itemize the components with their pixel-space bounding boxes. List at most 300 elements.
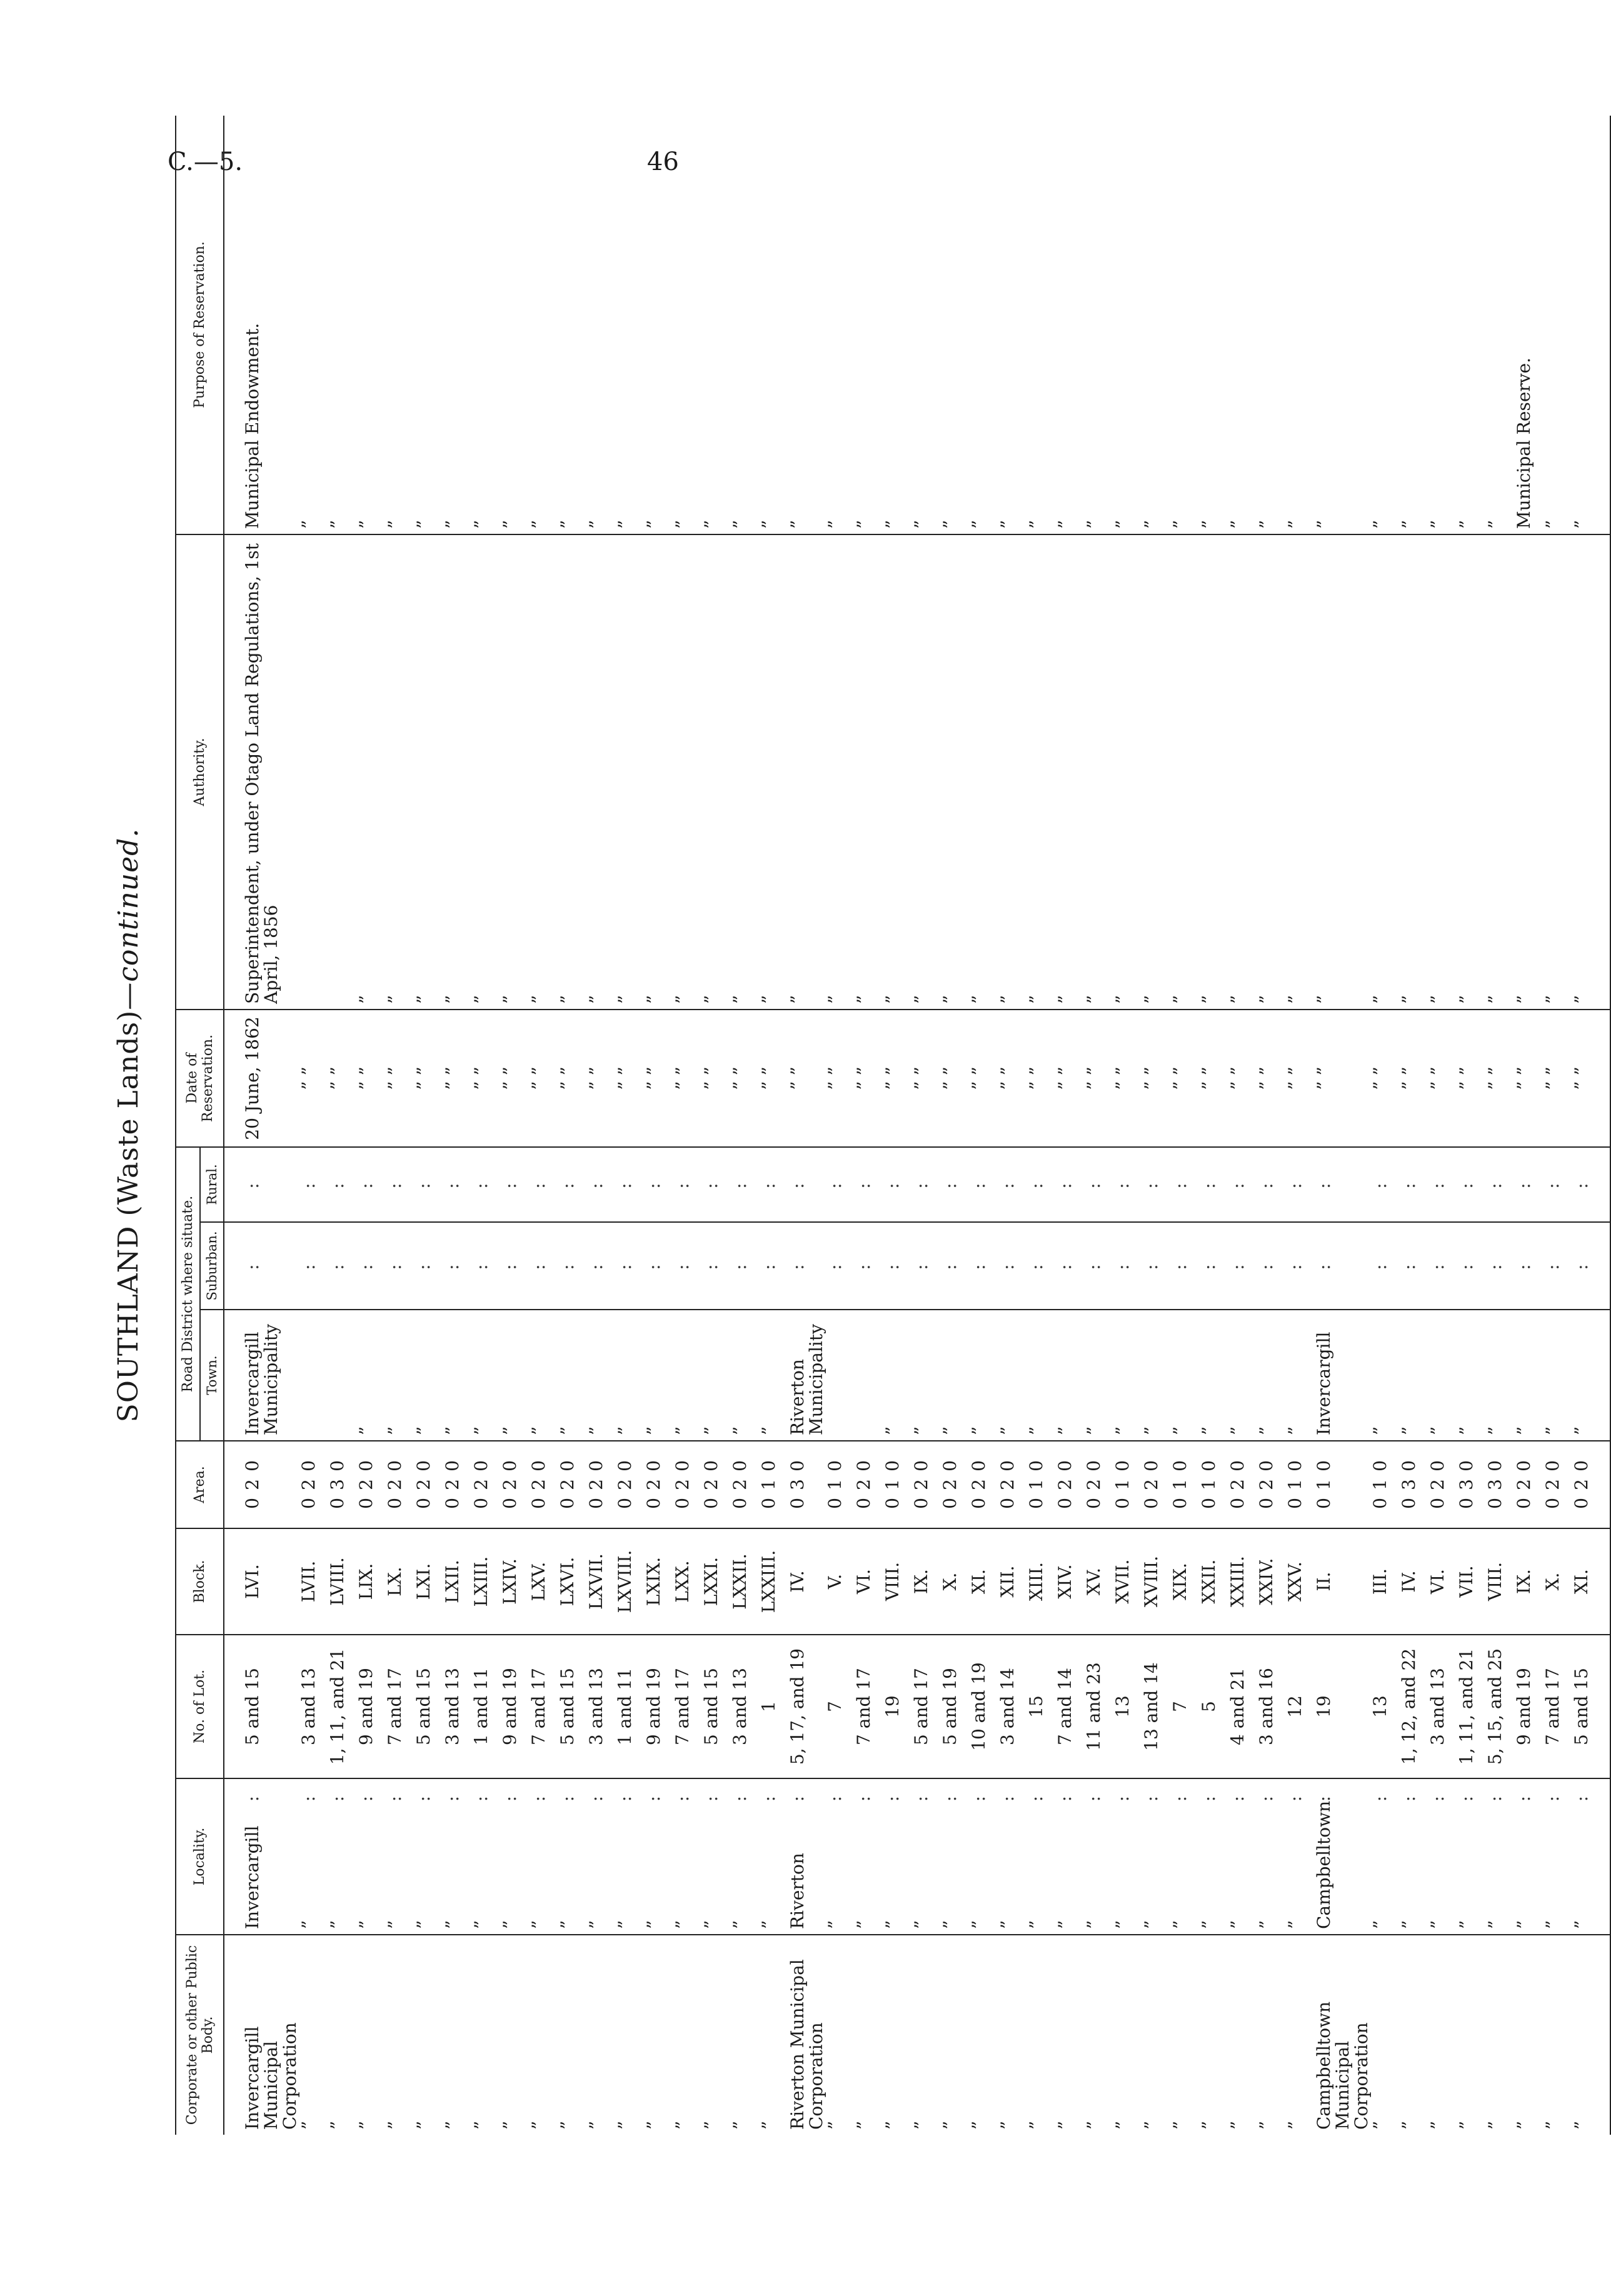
cell-leader-dots: : (384, 1793, 405, 1802)
cell-purpose: ” (1171, 116, 1200, 534)
cell-authority: ” (702, 534, 731, 1010)
area-a: 0 (298, 1498, 319, 1509)
cell-locality: ” (970, 1816, 998, 1935)
cell-leader-dots: : (586, 1793, 606, 1802)
table-row (1286, 116, 1315, 2135)
cell-area (1515, 1441, 1543, 1528)
area-a: 0 (997, 1498, 1018, 1509)
cell-rural: : (472, 1147, 501, 1222)
table-row (1315, 116, 1371, 2135)
table-row (558, 116, 587, 2135)
area-r: 1 (825, 1479, 845, 1490)
table-row (673, 116, 702, 2135)
cell-purpose: ” (1113, 116, 1142, 534)
cell-block: LXII. (443, 1528, 472, 1635)
cell-rural: : (912, 1147, 941, 1222)
cell-suburban: : (1315, 1222, 1371, 1310)
cell-town: ” (1515, 1310, 1543, 1441)
cell-locality: ” (501, 1816, 529, 1935)
cell-area (529, 1441, 558, 1528)
cell-area (702, 1441, 731, 1528)
col-header-town: Town. (200, 1310, 224, 1441)
col-header-body: Corporate or other Public Body. (176, 1935, 224, 2135)
cell-leader-dots: : (442, 1793, 463, 1802)
cell-date: ” ” (616, 1010, 645, 1147)
area-r: 2 (1055, 1479, 1075, 1490)
cell-purpose: ” (912, 116, 941, 534)
cell-area (1257, 1441, 1286, 1528)
cell-purpose: ” (970, 116, 998, 534)
cell-leader-dots: : (471, 1793, 491, 1802)
cell-date: ” ” (386, 1010, 414, 1147)
cell-area (673, 1441, 702, 1528)
cell-lot: 13 and 14 (1142, 1635, 1171, 1778)
cell-date: ” ” (941, 1010, 970, 1147)
area-r: 2 (853, 1479, 874, 1490)
area-p: 0 (758, 1460, 779, 1471)
cell-rural: : (1515, 1147, 1543, 1222)
cell-block: XXV. (1286, 1528, 1315, 1635)
cell-lot: 3 and 13 (443, 1635, 472, 1778)
cell-block: LVI. (224, 1528, 299, 1635)
cell-body: ” (882, 2120, 903, 2130)
table-row (1113, 116, 1142, 2135)
cell-locality: ” (1056, 1816, 1085, 1935)
table-row (1257, 116, 1286, 2135)
cell-date: ” ” (970, 1010, 998, 1147)
cell-town: ” (1056, 1310, 1085, 1441)
cell-lot: 5 and 19 (941, 1635, 970, 1778)
area-p: 0 (643, 1460, 664, 1471)
cell-authority: ” (443, 534, 472, 1010)
area-r: 2 (1427, 1479, 1448, 1490)
cell-town: ” (941, 1310, 970, 1441)
area-p: 0 (672, 1460, 693, 1471)
cell-town: ” (883, 1310, 912, 1441)
cell-body: Invercargill Municipal Corporation (242, 2022, 300, 2130)
table-row (1543, 116, 1572, 2135)
area-a: 0 (1313, 1498, 1334, 1509)
cell-suburban: : (299, 1222, 328, 1310)
area-p: 0 (882, 1460, 903, 1471)
area-r: 2 (1227, 1479, 1248, 1490)
cell-block: LXV. (529, 1528, 558, 1635)
cell-date: ” ” (443, 1010, 472, 1147)
cell-town: ” (414, 1310, 443, 1441)
cell-locality: ” (731, 1816, 760, 1935)
cell-suburban: : (224, 1222, 299, 1310)
cell-town: ” (998, 1310, 1027, 1441)
cell-suburban: : (529, 1222, 558, 1310)
cell-area (1200, 1441, 1228, 1528)
cell-lot: 5 and 15 (558, 1635, 587, 1778)
cell-date: ” ” (558, 1010, 587, 1147)
cell-purpose: ” (443, 116, 472, 534)
area-r: 2 (730, 1479, 750, 1490)
table-row (645, 116, 673, 2135)
area-p: 0 (242, 1460, 263, 1471)
table-row (1572, 116, 1610, 2135)
table-title (113, 116, 144, 2135)
cell-rural: : (731, 1147, 760, 1222)
cell-body: ” (615, 2120, 635, 2130)
col-header-date: Date of Reservation. (176, 1010, 224, 1147)
area-p: 0 (557, 1460, 578, 1471)
area-p: 0 (911, 1460, 931, 1471)
area-a: 0 (1227, 1498, 1248, 1509)
area-p: 0 (1571, 1460, 1592, 1471)
cell-area (998, 1441, 1027, 1528)
cell-date: ” ” (587, 1010, 616, 1147)
page-number: 46 (647, 148, 679, 176)
area-a: 0 (615, 1498, 635, 1509)
area-p: 0 (1227, 1460, 1248, 1471)
cell-purpose: ” (998, 116, 1027, 534)
area-r: 2 (413, 1479, 434, 1490)
cell-locality: ” (826, 1816, 855, 1935)
area-a: 0 (242, 1498, 263, 1509)
table-row (788, 116, 826, 2135)
cell-rural: : (558, 1147, 587, 1222)
table-row (443, 116, 472, 2135)
cell-leader-dots: : (1198, 1793, 1219, 1802)
cell-suburban: : (587, 1222, 616, 1310)
cell-block: XVII. (1113, 1528, 1142, 1635)
col-header-road-district: Road District where situate. (176, 1147, 200, 1441)
cell-authority: ” (558, 534, 587, 1010)
cell-town: ” (1142, 1310, 1171, 1441)
area-a: 0 (825, 1498, 845, 1509)
cell-date: ” ” (760, 1010, 788, 1147)
area-r: 3 (327, 1479, 348, 1490)
cell-suburban: : (1027, 1222, 1056, 1310)
cell-leader-dots: : (1542, 1793, 1563, 1802)
cell-date: ” ” (673, 1010, 702, 1147)
area-a: 0 (940, 1498, 960, 1509)
table-row (970, 116, 998, 2135)
area-r: 1 (1026, 1479, 1046, 1490)
table-row (883, 116, 912, 2135)
cell-body: ” (557, 2120, 578, 2130)
cell-block: LXIII. (472, 1528, 501, 1635)
area-a: 0 (1427, 1498, 1448, 1509)
cell-block: VI. (855, 1528, 883, 1635)
cell-town: ” (1572, 1310, 1610, 1441)
cell-area (443, 1441, 472, 1528)
cell-rural: : (970, 1147, 998, 1222)
reservations-table (175, 116, 1611, 2135)
cell-block: LXX. (673, 1528, 702, 1635)
area-p: 0 (413, 1460, 434, 1471)
cell-leader-dots: : (968, 1793, 989, 1802)
cell-town: ” (760, 1310, 788, 1441)
cell-date: ” ” (1400, 1010, 1428, 1147)
cell-date: ” ” (529, 1010, 558, 1147)
table-row (472, 116, 501, 2135)
cell-block: LIX. (357, 1528, 386, 1635)
cell-block: X. (1543, 1528, 1572, 1635)
cell-town: Invercargill Municipality (224, 1310, 299, 1441)
cell-body: ” (1227, 2120, 1248, 2130)
table-row (1085, 116, 1113, 2135)
cell-body: ” (997, 2120, 1018, 2130)
cell-authority: ” (883, 534, 912, 1010)
area-r: 2 (499, 1479, 520, 1490)
cell-lot: 7 and 17 (855, 1635, 883, 1778)
cell-body: ” (384, 2120, 405, 2130)
cell-town (328, 1310, 357, 1441)
cell-purpose: ” (1056, 116, 1085, 534)
area-a: 0 (1513, 1498, 1534, 1509)
cell-date: ” ” (855, 1010, 883, 1147)
area-r: 2 (615, 1479, 635, 1490)
cell-suburban: : (414, 1222, 443, 1310)
cell-block: XI. (970, 1528, 998, 1635)
cell-area (1056, 1441, 1085, 1528)
cell-locality: ” (328, 1816, 357, 1935)
cell-leader-dots: : (1256, 1793, 1277, 1802)
table-title-main: SOUTHLAND (Waste Lands) (113, 1010, 144, 1423)
area-a: 0 (442, 1498, 463, 1509)
cell-leader-dots: : (643, 1793, 664, 1802)
table-row (357, 116, 386, 2135)
col-header-area: Area. (176, 1441, 224, 1528)
cell-rural: : (501, 1147, 529, 1222)
cell-lot: 3 and 14 (998, 1635, 1027, 1778)
area-p: 0 (1256, 1460, 1277, 1471)
cell-rural: : (941, 1147, 970, 1222)
cell-leader-dots: : (242, 1793, 263, 1802)
area-p: 0 (1198, 1460, 1219, 1471)
cell-town: ” (731, 1310, 760, 1441)
cell-body: Campbelltown Municipal Corporation (1313, 2001, 1372, 2130)
cell-authority: ” (1171, 534, 1200, 1010)
area-r: 2 (298, 1479, 319, 1490)
cell-leader-dots: : (1285, 1793, 1305, 1802)
cell-lot: 1, 11, and 21 (1457, 1635, 1486, 1778)
cell-block: IV. (788, 1528, 826, 1635)
cell-lot: 1 and 11 (616, 1635, 645, 1778)
cell-authority (328, 534, 357, 1010)
table-row (912, 116, 941, 2135)
cell-block: XIII. (1027, 1528, 1056, 1635)
cell-locality: ” (1457, 1816, 1486, 1935)
area-r: 3 (1398, 1479, 1419, 1490)
cell-body: Riverton Municipal Corporation (787, 1959, 826, 2130)
area-r: 2 (384, 1479, 405, 1490)
cell-lot: 7 (1171, 1635, 1200, 1778)
table-row (826, 116, 855, 2135)
area-a: 0 (1112, 1498, 1133, 1509)
cell-date: ” ” (1228, 1010, 1257, 1147)
cell-authority: ” (1228, 534, 1257, 1010)
area-a: 0 (701, 1498, 721, 1509)
cell-block: LXVII. (587, 1528, 616, 1635)
cell-leader-dots: : (1227, 1793, 1248, 1802)
cell-leader-dots: : (1485, 1793, 1505, 1802)
cell-area (941, 1441, 970, 1528)
cell-rural: : (1027, 1147, 1056, 1222)
cell-date: ” ” (998, 1010, 1027, 1147)
cell-authority: ” (673, 534, 702, 1010)
cell-purpose: ” (826, 116, 855, 534)
cell-lot: 10 and 19 (970, 1635, 998, 1778)
cell-date: ” ” (702, 1010, 731, 1147)
area-r: 2 (1083, 1479, 1104, 1490)
cell-date: ” ” (1257, 1010, 1286, 1147)
cell-leader-dots: : (911, 1793, 931, 1802)
cell-authority: ” (1515, 534, 1543, 1010)
cell-rural: : (826, 1147, 855, 1222)
cell-suburban: : (645, 1222, 673, 1310)
area-r: 2 (471, 1479, 491, 1490)
cell-rural: : (1056, 1147, 1085, 1222)
cell-rural: : (702, 1147, 731, 1222)
cell-suburban: : (357, 1222, 386, 1310)
table-row (1027, 116, 1056, 2135)
area-a: 0 (853, 1498, 874, 1509)
cell-purpose: ” (1027, 116, 1056, 534)
area-p: 0 (586, 1460, 606, 1471)
area-r: 2 (586, 1479, 606, 1490)
cell-lot: 7 and 17 (386, 1635, 414, 1778)
cell-date: 20 June, 1862 (224, 1010, 299, 1147)
cell-block: LVII. (299, 1528, 328, 1635)
table-row (1400, 116, 1428, 2135)
cell-lot: 5 and 15 (224, 1635, 299, 1778)
cell-authority: ” (501, 534, 529, 1010)
cell-purpose: ” (855, 116, 883, 534)
area-p: 0 (528, 1460, 549, 1471)
cell-rural: : (357, 1147, 386, 1222)
cell-date: ” ” (1428, 1010, 1457, 1147)
area-a: 0 (1485, 1498, 1505, 1509)
cell-town: ” (912, 1310, 941, 1441)
area-p: 0 (499, 1460, 520, 1471)
cell-locality: ” (1085, 1816, 1113, 1935)
cell-locality: ” (1400, 1816, 1428, 1935)
cell-date: ” ” (883, 1010, 912, 1147)
cell-authority: ” (1572, 534, 1610, 1010)
cell-locality: ” (558, 1816, 587, 1935)
cell-purpose: ” (529, 116, 558, 534)
cell-area (1371, 1441, 1400, 1528)
cell-town (855, 1310, 883, 1441)
cell-suburban: : (501, 1222, 529, 1310)
area-r: 1 (1170, 1479, 1190, 1490)
area-a: 0 (1370, 1498, 1390, 1509)
cell-area (1543, 1441, 1572, 1528)
cell-body: ” (1398, 2120, 1419, 2130)
cell-authority: ” (1085, 534, 1113, 1010)
area-r: 2 (1571, 1479, 1592, 1490)
cell-authority: ” (1543, 534, 1572, 1010)
cell-date: ” ” (1515, 1010, 1543, 1147)
cell-lot: 9 and 19 (645, 1635, 673, 1778)
cell-leader-dots: : (1112, 1793, 1133, 1802)
cell-lot: 1 and 11 (472, 1635, 501, 1778)
cell-town: ” (1200, 1310, 1228, 1441)
cell-suburban: : (1113, 1222, 1142, 1310)
cell-locality: ” (1515, 1816, 1543, 1935)
cell-town: ” (1400, 1310, 1428, 1441)
cell-block: LXXII. (731, 1528, 760, 1635)
area-p: 0 (1083, 1460, 1104, 1471)
area-r: 3 (1456, 1479, 1477, 1490)
cell-area (328, 1441, 357, 1528)
cell-suburban: : (1428, 1222, 1457, 1310)
cell-authority: ” (357, 534, 386, 1010)
cell-authority: ” (760, 534, 788, 1010)
table-row (414, 116, 443, 2135)
cell-town: ” (443, 1310, 472, 1441)
cell-area (731, 1441, 760, 1528)
cell-date: ” ” (501, 1010, 529, 1147)
area-a: 0 (643, 1498, 664, 1509)
cell-authority: ” (1142, 534, 1171, 1010)
cell-date: ” ” (1457, 1010, 1486, 1147)
cell-locality: ” (702, 1816, 731, 1935)
cell-body: ” (643, 2120, 664, 2130)
cell-rural: : (1142, 1147, 1171, 1222)
cell-area (1457, 1441, 1486, 1528)
area-r: 2 (1542, 1479, 1563, 1490)
cell-area (760, 1441, 788, 1528)
cell-leader-dots: : (825, 1793, 845, 1802)
cell-suburban: : (1543, 1222, 1572, 1310)
cell-locality: ” (529, 1816, 558, 1935)
cell-body: ” (1572, 1935, 1610, 2135)
cell-body: ” (1141, 2120, 1162, 2130)
area-a: 0 (1285, 1498, 1305, 1509)
cell-purpose: ” (1286, 116, 1315, 534)
area-a: 0 (1571, 1498, 1592, 1509)
cell-authority: ” (1400, 534, 1428, 1010)
cell-area (1113, 1441, 1142, 1528)
cell-authority: ” (414, 534, 443, 1010)
cell-town: ” (645, 1310, 673, 1441)
cell-purpose: ” (1257, 116, 1286, 534)
cell-block: X. (941, 1528, 970, 1635)
cell-purpose: ” (501, 116, 529, 534)
cell-body: ” (298, 2120, 319, 2130)
cell-locality: ” (1027, 1816, 1056, 1935)
area-a: 0 (327, 1498, 348, 1509)
cell-authority: ” (616, 534, 645, 1010)
cell-town: ” (501, 1310, 529, 1441)
cell-leader-dots: : (1026, 1793, 1046, 1802)
col-header-locality: Locality. (176, 1778, 224, 1935)
area-p: 0 (1026, 1460, 1046, 1471)
cell-purpose: ” (558, 116, 587, 534)
table-body (224, 116, 1610, 2135)
cell-suburban: : (998, 1222, 1027, 1310)
cell-leader-dots: : (1456, 1793, 1477, 1802)
cell-locality: ” (1228, 1816, 1257, 1935)
cell-leader-dots: : (1513, 1793, 1534, 1802)
page-ref: C.—5. (168, 148, 243, 176)
cell-leader-dots: : (997, 1793, 1018, 1802)
cell-suburban: : (855, 1222, 883, 1310)
cell-suburban: : (941, 1222, 970, 1310)
cell-locality: ” (673, 1816, 702, 1935)
cell-suburban: : (788, 1222, 826, 1310)
cell-block: VIII. (1486, 1528, 1515, 1635)
cell-purpose: ” (386, 116, 414, 534)
cell-town: Riverton Municipality (788, 1310, 826, 1441)
cell-lot: 13 (1371, 1635, 1400, 1778)
cell-body: ” (1456, 2120, 1477, 2130)
